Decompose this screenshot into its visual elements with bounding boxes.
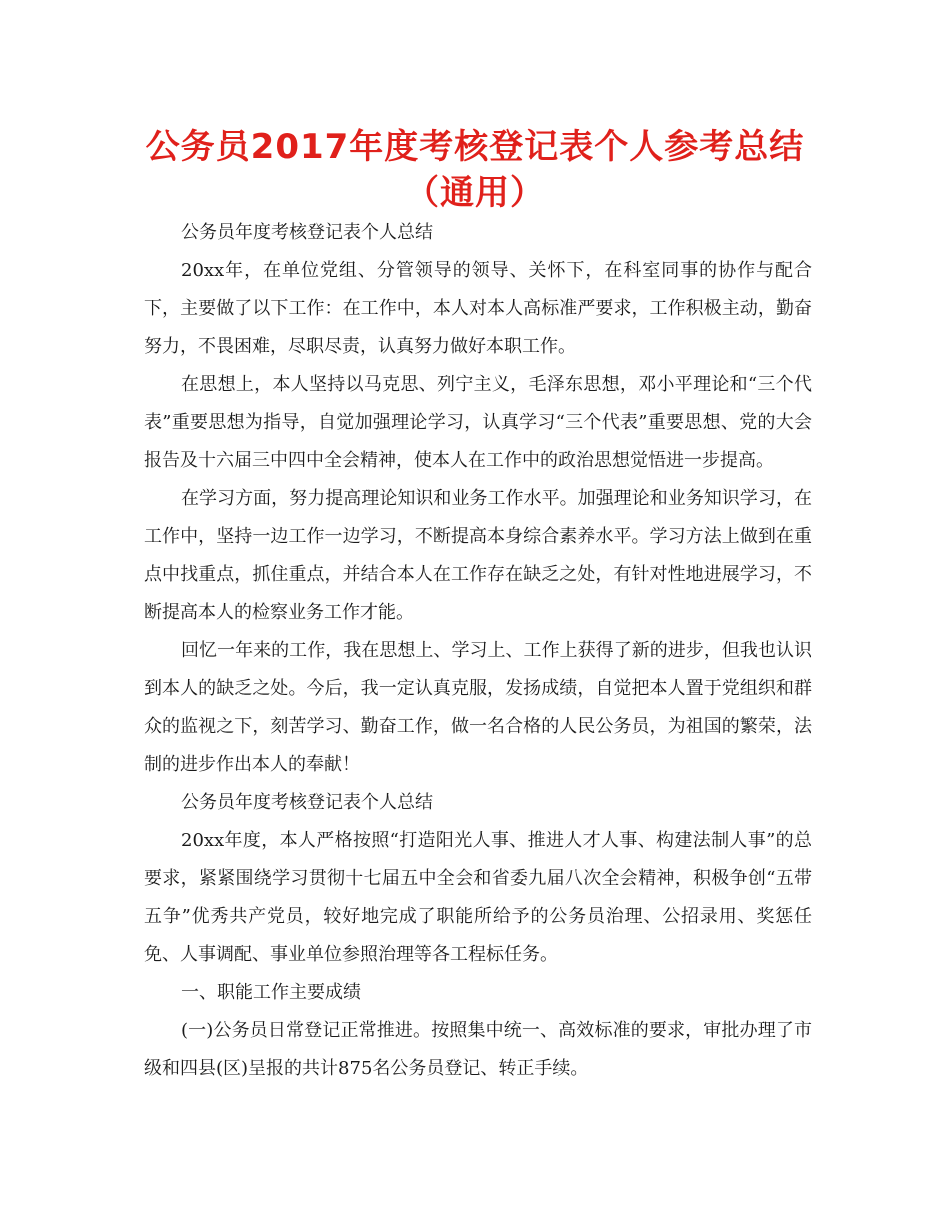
section-heading: 公务员年度考核登记表个人总结 (181, 222, 433, 243)
body-paragraph: 20xx年，在单位党组、分管领导的领导、关怀下，在科室同事的协作与配合下，主要做了以下工作：在工作中，本人对本人高标准严要求，工作积极主动，勤奋努力，不畏困难，尽职尽责，认真努力做好本职工作。 (144, 260, 812, 357)
body-paragraph: 回忆一年来的工作，我在思想上、学习上、工作上获得了新的进步，但我也认识到本人的缺乏之处。今后，我一定认真克服，发扬成绩，自觉把本人置于党组织和群众的监视之下，刻苦学习、勤奋工作，做一名合格的人民公务员，为祖国的繁荣，法制的进步作出本人的奉献！ (144, 640, 812, 775)
body-paragraph: (一)公务员日常登记正常推进。按照集中统一、高效标准的要求，审批办理了市级和四县(区)呈报的共计875名公务员登记、转正手续。 (144, 1020, 812, 1079)
section-heading: 公务员年度考核登记表个人总结 (181, 792, 433, 813)
body-paragraph: 在学习方面，努力提高理论知识和业务工作水平。加强理论和业务知识学习，在工作中，坚持一边工作一边学习，不断提高本身综合素养水平。学习方法上做到在重点中找重点，抓住重点，并结合本人在工作存在缺乏之处，有针对性地进展学习，不断提高本人的检察业务工作才能。 (144, 488, 812, 623)
body-paragraph: 在思想上，本人坚持以马克思、列宁主义，毛泽东思想，邓小平理论和“三个代表”重要思想为指导，自觉加强理论学习，认真学习“三个代表”重要思想、党的大会报告及十六届三中四中全会精神，使本人在工作中的政治思想觉悟进一步提高。 (144, 374, 812, 471)
document-title: 公务员2017年度考核登记表个人参考总结（通用） (145, 127, 805, 213)
body-paragraph: 20xx年度，本人严格按照“打造阳光人事、推进人才人事、构建法制人事”的总要求，紧紧围绕学习贯彻十七届五中全会和省委九届八次全会精神，积极争创“五带五争”优秀共产党员，较好地完成了职能所给予的公务员治理、公招录用、奖惩任免、人事调配、事业单位参照治理等各工程标任务。 (144, 830, 812, 965)
document-body (144, 214, 812, 1088)
section-heading: 一、职能工作主要成绩 (181, 982, 361, 1003)
